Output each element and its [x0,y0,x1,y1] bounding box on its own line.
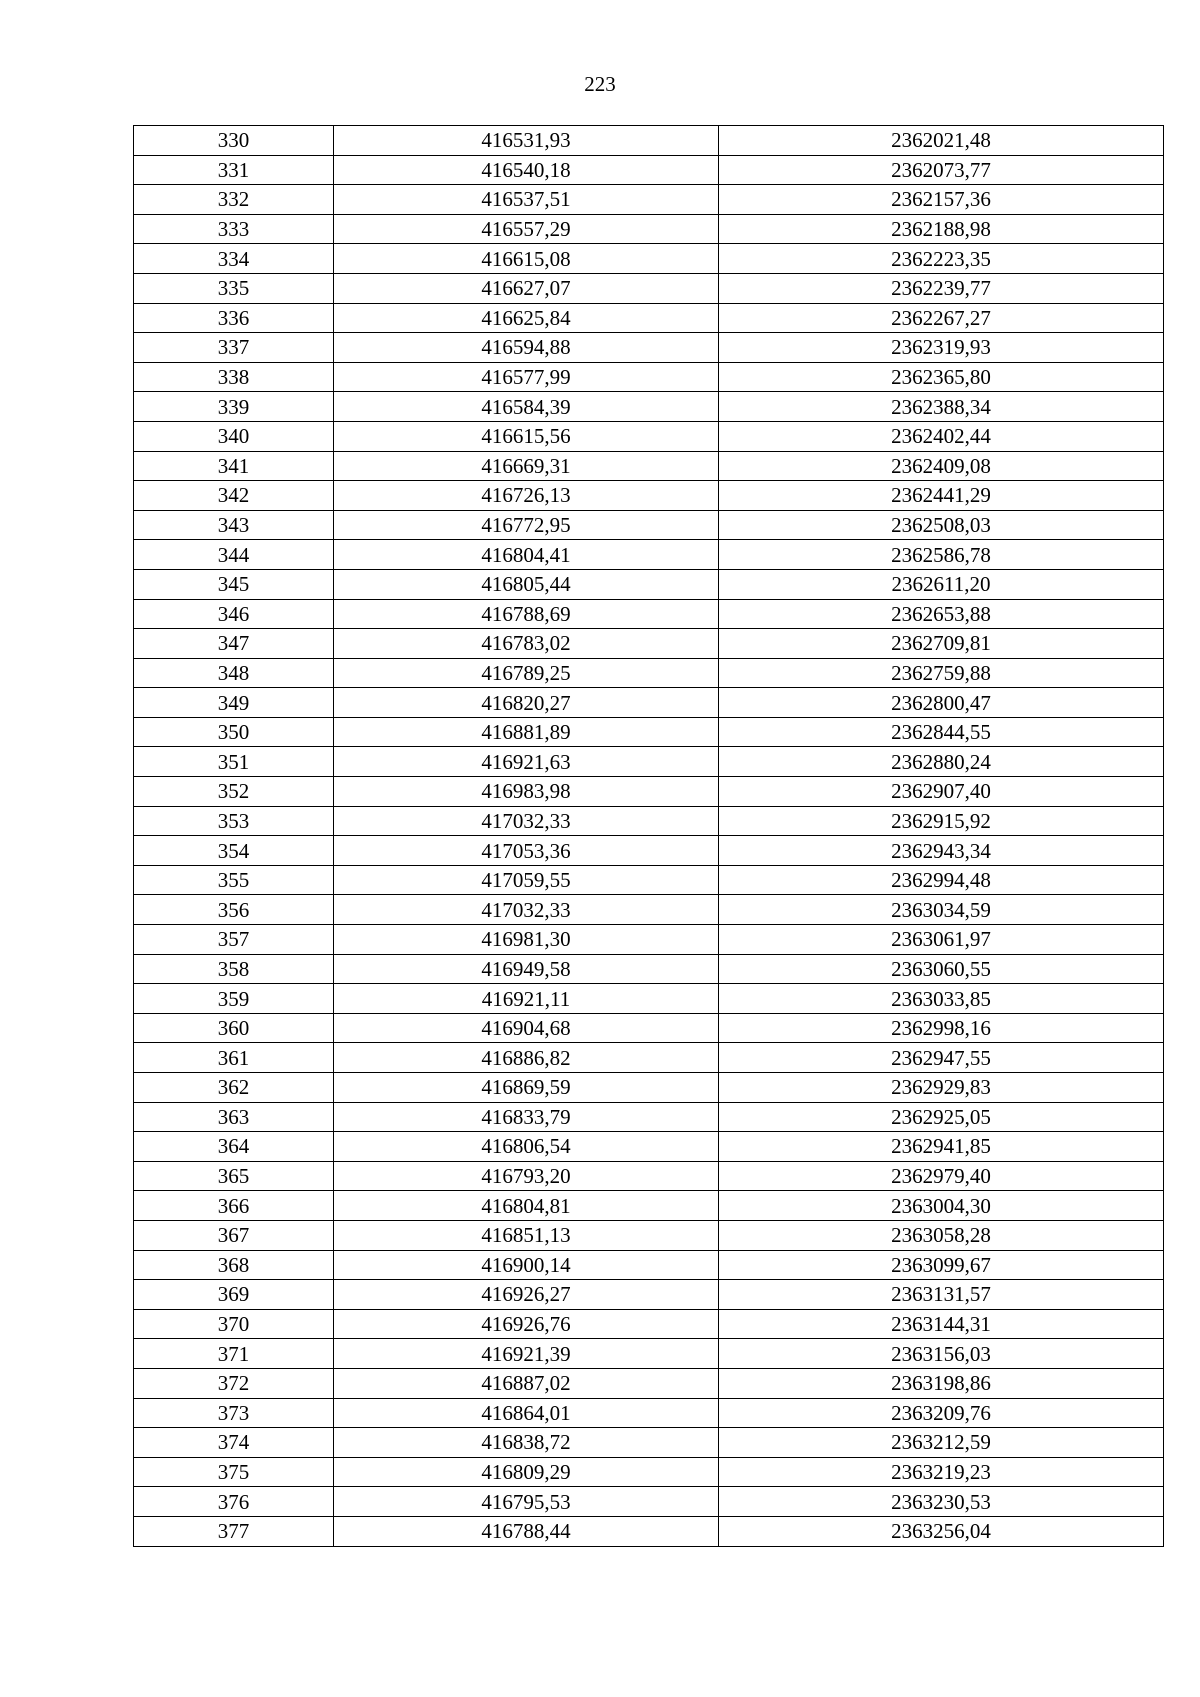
table-row [134,1013,1164,1043]
x-coordinate-cell: 416788,44 [334,1516,719,1546]
x-coordinate-cell: 416981,30 [334,925,719,955]
point-number-cell: 350 [134,717,334,747]
table-row [134,273,1164,303]
x-coordinate-cell: 417059,55 [334,865,719,895]
table-row [134,1457,1164,1487]
x-coordinate-cell: 416615,08 [334,244,719,274]
x-coordinate-cell: 416783,02 [334,629,719,659]
y-coordinate-cell: 2362941,85 [719,1132,1164,1162]
table-row [134,1516,1164,1546]
y-coordinate-cell: 2363131,57 [719,1280,1164,1310]
point-number-cell: 369 [134,1280,334,1310]
table-row [134,481,1164,511]
x-coordinate-cell: 416795,53 [334,1487,719,1517]
y-coordinate-cell: 2362800,47 [719,688,1164,718]
y-coordinate-cell: 2362441,29 [719,481,1164,511]
y-coordinate-cell: 2363212,59 [719,1428,1164,1458]
point-number-cell: 345 [134,569,334,599]
y-coordinate-cell: 2362388,34 [719,392,1164,422]
point-number-cell: 333 [134,214,334,244]
x-coordinate-cell: 416577,99 [334,362,719,392]
x-coordinate-cell: 416949,58 [334,954,719,984]
point-number-cell: 374 [134,1428,334,1458]
table-row [134,1250,1164,1280]
point-number-cell: 364 [134,1132,334,1162]
point-number-cell: 337 [134,333,334,363]
x-coordinate-cell: 416804,41 [334,540,719,570]
table-row [134,1398,1164,1428]
table-row [134,1428,1164,1458]
point-number-cell: 352 [134,777,334,807]
point-number-cell: 363 [134,1102,334,1132]
y-coordinate-cell: 2362188,98 [719,214,1164,244]
point-number-cell: 358 [134,954,334,984]
point-number-cell: 335 [134,273,334,303]
y-coordinate-cell: 2362157,36 [719,185,1164,215]
table-row [134,895,1164,925]
y-coordinate-cell: 2362409,08 [719,451,1164,481]
table-row [134,1368,1164,1398]
table-row [134,688,1164,718]
x-coordinate-cell: 416881,89 [334,717,719,747]
point-number-cell: 332 [134,185,334,215]
y-coordinate-cell: 2362365,80 [719,362,1164,392]
table-row [134,392,1164,422]
y-coordinate-cell: 2362844,55 [719,717,1164,747]
table-row [134,185,1164,215]
y-coordinate-cell: 2362021,48 [719,126,1164,156]
x-coordinate-cell: 416726,13 [334,481,719,511]
table-row [134,1161,1164,1191]
point-number-cell: 347 [134,629,334,659]
y-coordinate-cell: 2362943,34 [719,836,1164,866]
point-number-cell: 372 [134,1368,334,1398]
y-coordinate-cell: 2362611,20 [719,569,1164,599]
point-number-cell: 362 [134,1073,334,1103]
x-coordinate-cell: 416886,82 [334,1043,719,1073]
y-coordinate-cell: 2363060,55 [719,954,1164,984]
point-number-cell: 365 [134,1161,334,1191]
table-row [134,451,1164,481]
y-coordinate-cell: 2362267,27 [719,303,1164,333]
table-row [134,362,1164,392]
page-number: 223 [584,72,616,96]
x-coordinate-cell: 416900,14 [334,1250,719,1280]
y-coordinate-cell: 2362929,83 [719,1073,1164,1103]
table-row [134,1191,1164,1221]
y-coordinate-cell: 2362925,05 [719,1102,1164,1132]
table-row [134,777,1164,807]
y-coordinate-cell: 2362998,16 [719,1013,1164,1043]
y-coordinate-cell: 2362759,88 [719,658,1164,688]
table-row [134,954,1164,984]
y-coordinate-cell: 2362508,03 [719,510,1164,540]
y-coordinate-cell: 2362915,92 [719,806,1164,836]
x-coordinate-cell: 416531,93 [334,126,719,156]
y-coordinate-cell: 2363004,30 [719,1191,1164,1221]
x-coordinate-cell: 416594,88 [334,333,719,363]
table-row [134,421,1164,451]
table-row [134,214,1164,244]
point-number-cell: 357 [134,925,334,955]
y-coordinate-cell: 2363219,23 [719,1457,1164,1487]
x-coordinate-cell: 416627,07 [334,273,719,303]
x-coordinate-cell: 416557,29 [334,214,719,244]
coordinates-table-body [134,126,1164,1547]
point-number-cell: 334 [134,244,334,274]
point-number-cell: 341 [134,451,334,481]
point-number-cell: 355 [134,865,334,895]
x-coordinate-cell: 417032,33 [334,895,719,925]
point-number-cell: 340 [134,421,334,451]
point-number-cell: 361 [134,1043,334,1073]
table-row [134,717,1164,747]
point-number-cell: 354 [134,836,334,866]
y-coordinate-cell: 2363256,04 [719,1516,1164,1546]
table-row [134,1043,1164,1073]
point-number-cell: 346 [134,599,334,629]
point-number-cell: 366 [134,1191,334,1221]
table-row [134,599,1164,629]
table-row [134,1309,1164,1339]
y-coordinate-cell: 2362709,81 [719,629,1164,659]
table-row [134,1487,1164,1517]
y-coordinate-cell: 2363061,97 [719,925,1164,955]
x-coordinate-cell: 416537,51 [334,185,719,215]
table-row [134,747,1164,777]
x-coordinate-cell: 416820,27 [334,688,719,718]
point-number-cell: 331 [134,155,334,185]
point-number-cell: 339 [134,392,334,422]
table-row [134,629,1164,659]
y-coordinate-cell: 2362073,77 [719,155,1164,185]
table-row [134,303,1164,333]
point-number-cell: 344 [134,540,334,570]
table-row [134,1220,1164,1250]
table-row [134,126,1164,156]
x-coordinate-cell: 416805,44 [334,569,719,599]
y-coordinate-cell: 2363099,67 [719,1250,1164,1280]
x-coordinate-cell: 416869,59 [334,1073,719,1103]
y-coordinate-cell: 2362979,40 [719,1161,1164,1191]
y-coordinate-cell: 2362947,55 [719,1043,1164,1073]
y-coordinate-cell: 2362994,48 [719,865,1164,895]
point-number-cell: 360 [134,1013,334,1043]
x-coordinate-cell: 416851,13 [334,1220,719,1250]
y-coordinate-cell: 2363198,86 [719,1368,1164,1398]
x-coordinate-cell: 416921,11 [334,984,719,1014]
y-coordinate-cell: 2363156,03 [719,1339,1164,1369]
x-coordinate-cell: 417032,33 [334,806,719,836]
x-coordinate-cell: 416887,02 [334,1368,719,1398]
x-coordinate-cell: 416983,98 [334,777,719,807]
y-coordinate-cell: 2363230,53 [719,1487,1164,1517]
point-number-cell: 368 [134,1250,334,1280]
table-row [134,244,1164,274]
point-number-cell: 367 [134,1220,334,1250]
y-coordinate-cell: 2362223,35 [719,244,1164,274]
y-coordinate-cell: 2362880,24 [719,747,1164,777]
x-coordinate-cell: 416809,29 [334,1457,719,1487]
table-row [134,1339,1164,1369]
x-coordinate-cell: 416584,39 [334,392,719,422]
table-row [134,333,1164,363]
y-coordinate-cell: 2363034,59 [719,895,1164,925]
x-coordinate-cell: 416615,56 [334,421,719,451]
point-number-cell: 353 [134,806,334,836]
point-number-cell: 356 [134,895,334,925]
point-number-cell: 371 [134,1339,334,1369]
x-coordinate-cell: 416926,27 [334,1280,719,1310]
coordinates-table [133,125,1164,1547]
table-row [134,569,1164,599]
y-coordinate-cell: 2362586,78 [719,540,1164,570]
x-coordinate-cell: 416864,01 [334,1398,719,1428]
table-row [134,984,1164,1014]
x-coordinate-cell: 416926,76 [334,1309,719,1339]
table-row [134,836,1164,866]
x-coordinate-cell: 416921,63 [334,747,719,777]
x-coordinate-cell: 417053,36 [334,836,719,866]
table-row [134,658,1164,688]
point-number-cell: 376 [134,1487,334,1517]
table-row [134,540,1164,570]
x-coordinate-cell: 416788,69 [334,599,719,629]
table-row [134,1102,1164,1132]
x-coordinate-cell: 416669,31 [334,451,719,481]
table-row [134,155,1164,185]
x-coordinate-cell: 416625,84 [334,303,719,333]
point-number-cell: 373 [134,1398,334,1428]
table-row [134,865,1164,895]
y-coordinate-cell: 2362907,40 [719,777,1164,807]
y-coordinate-cell: 2362402,44 [719,421,1164,451]
table-row [134,806,1164,836]
point-number-cell: 342 [134,481,334,511]
table-row [134,925,1164,955]
table-row [134,1132,1164,1162]
y-coordinate-cell: 2362653,88 [719,599,1164,629]
table-row [134,510,1164,540]
y-coordinate-cell: 2362239,77 [719,273,1164,303]
x-coordinate-cell: 416804,81 [334,1191,719,1221]
point-number-cell: 377 [134,1516,334,1546]
y-coordinate-cell: 2363209,76 [719,1398,1164,1428]
point-number-cell: 330 [134,126,334,156]
x-coordinate-cell: 416806,54 [334,1132,719,1162]
x-coordinate-cell: 416921,39 [334,1339,719,1369]
point-number-cell: 348 [134,658,334,688]
point-number-cell: 338 [134,362,334,392]
point-number-cell: 375 [134,1457,334,1487]
point-number-cell: 351 [134,747,334,777]
y-coordinate-cell: 2362319,93 [719,333,1164,363]
table-row [134,1280,1164,1310]
x-coordinate-cell: 416793,20 [334,1161,719,1191]
y-coordinate-cell: 2363058,28 [719,1220,1164,1250]
y-coordinate-cell: 2363144,31 [719,1309,1164,1339]
y-coordinate-cell: 2363033,85 [719,984,1164,1014]
x-coordinate-cell: 416540,18 [334,155,719,185]
x-coordinate-cell: 416838,72 [334,1428,719,1458]
table-row [134,1073,1164,1103]
point-number-cell: 349 [134,688,334,718]
x-coordinate-cell: 416904,68 [334,1013,719,1043]
x-coordinate-cell: 416789,25 [334,658,719,688]
x-coordinate-cell: 416833,79 [334,1102,719,1132]
point-number-cell: 359 [134,984,334,1014]
x-coordinate-cell: 416772,95 [334,510,719,540]
point-number-cell: 336 [134,303,334,333]
point-number-cell: 370 [134,1309,334,1339]
point-number-cell: 343 [134,510,334,540]
